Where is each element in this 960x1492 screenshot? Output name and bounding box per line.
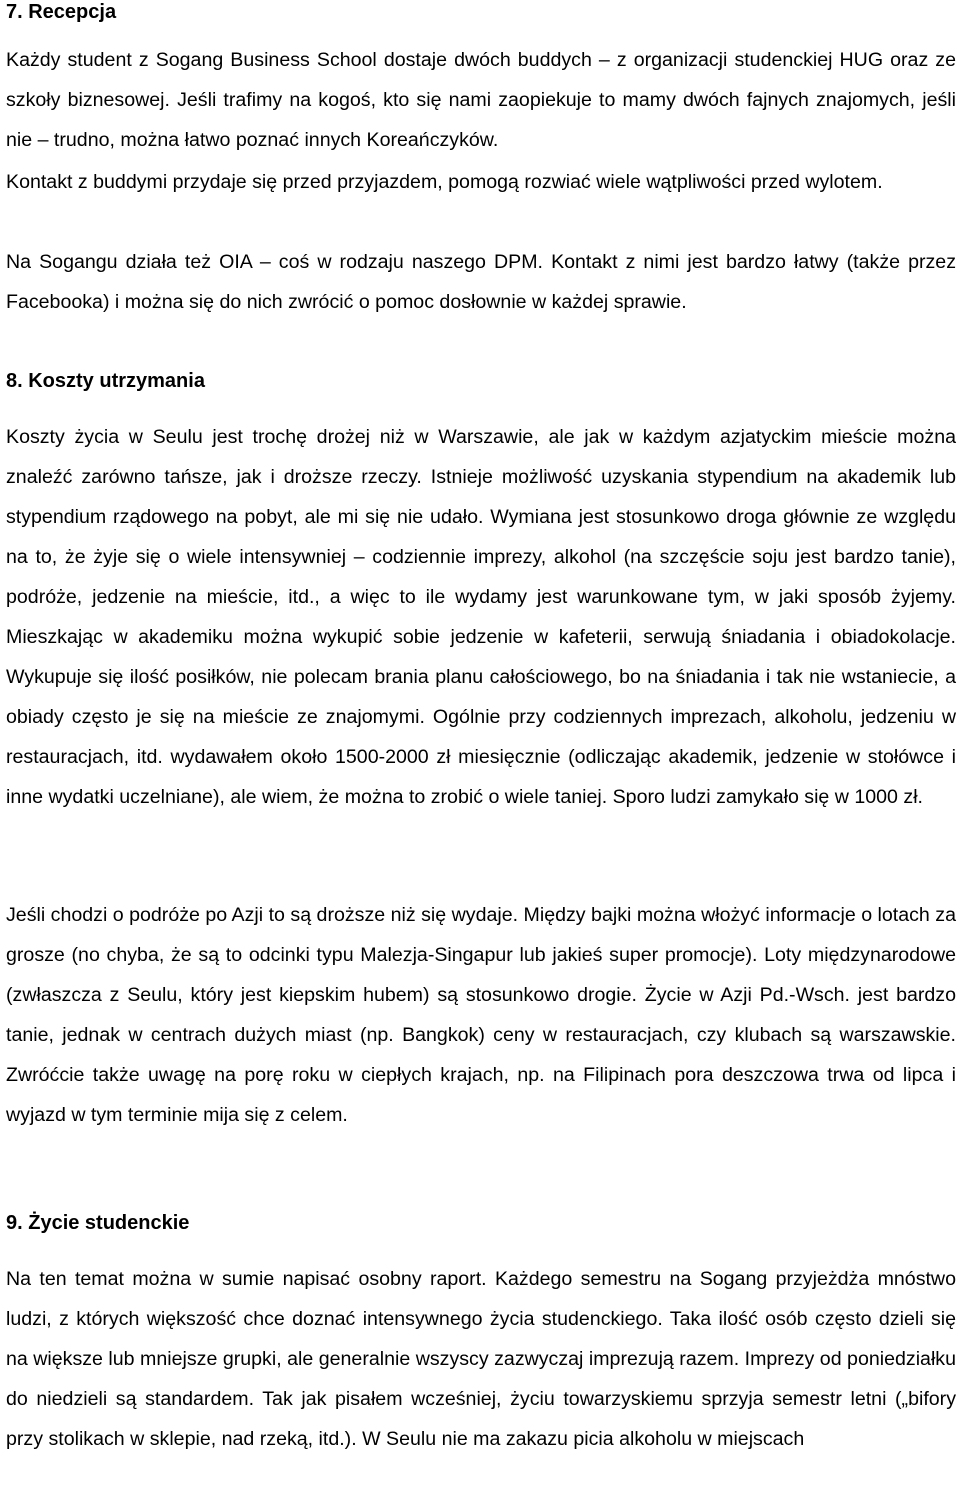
section-heading-zycie: 9. Życie studenckie bbox=[6, 1212, 190, 1234]
paragraph-koszty-travel: Jeśli chodzi o podróże po Azji to są droższe niż się wydaje. Między bajki można włożyć informacje o lotach za grosze (no chyba, że są to odcinki typu Malezja-Singapur lub jakieś super promocje). Loty międzynarodowe (zwłaszcza z Seulu, który jest kiepskim hubem) są stosunkowo drogie. Życie w Azji Pd.-Wsch. jest bardzo tanie, jednak w centrach dużych miast (np. Bangkok) ceny w restauracjach, czy klubach są warszawskie. Zwróćcie także uwagę na porę roku w ciepłych krajach, np. na Filipinach pora deszczowa trwa od lipca i wyjazd w tym terminie mija się z celem. bbox=[6, 904, 956, 1126]
paragraph-recepcja-oia: Na Sogangu działa też OIA – coś w rodzaju naszego DPM. Kontakt z nimi jest bardzo łatwy (także przez Facebooka) i można się do nich zwrócić o pomoc dosłownie w każdej sprawie. bbox=[6, 251, 956, 313]
section-heading-recepcja: 7. Recepcja bbox=[6, 1, 117, 23]
section-heading-koszty: 8. Koszty utrzymania bbox=[6, 370, 205, 392]
paragraph-recepcja-contact: Kontakt z buddymi przydaje się przed przyjazdem, pomogą rozwiać wiele wątpliwości przed wylotem. bbox=[6, 171, 883, 193]
paragraph-koszty-living: Koszty życia w Seulu jest trochę drożej niż w Warszawie, ale jak w każdym azjatyckim mieście można znaleźć zarówno tańsze, jak i droższe rzeczy. Istnieje możliwość uzyskania stypendium na akademik lub stypendium rządowego na pobyt, ale mi się nie udało. Wymiana jest stosunkowo droga głównie ze względu na to, że żyje się o wiele intensywniej – codziennie imprezy, alkohol (na szczęście soju jest bardzo tanie), podróże, jedzenie na mieście, itd., a więc to ile wydamy jest warunkowane tym, w jaki sposób żyjemy. Mieszkając w akademiku można wykupić sobie jedzenie w kafeterii, serwują śniadania i obiadokolacje. Wykupuje się ilość posiłków, nie polecam brania planu całościowego, bo na śniadania i tak nie wstaniecie, a obiady często je się na mieście ze znajomymi. Ogólnie przy codziennych imprezach, alkoholu, jedzeniu w restauracjach, itd. wydawałem około 1500-2000 zł miesięcznie (odliczając akademik, jedzenie w stołówce i inne wydatki uczelniane), ale wiem, że można to zrobić o wiele taniej. Sporo ludzi zamykało się w 1000 zł. bbox=[6, 426, 956, 808]
paragraph-recepcja-buddies: Każdy student z Sogang Business School dostaje dwóch buddych – z organizacji studenckiej HUG oraz ze szkoły biznesowej. Jeśli trafimy na kogoś, kto się nami zaopiekuje to mamy dwóch fajnych znajomych, jeśli nie – trudno, można łatwo poznać innych Koreańczyków. bbox=[6, 49, 956, 151]
paragraph-zycie-studenckie: Na ten temat można w sumie napisać osobny raport. Każdego semestru na Sogang przyjeżdża mnóstwo ludzi, z których większość chce doznać intensywnego życia studenckiego. Taka ilość osób często dzieli się na większe lub mniejsze grupki, ale generalnie wszyscy zazwyczaj imprezują razem. Imprezy od poniedziałku do niedzieli są standardem. Tak jak pisałem wcześniej, życiu towarzyskiemu sprzyja semestr letni („bifory przy stolikach w sklepie, nad rzeką, itd.). W Seulu nie ma zakazu picia alkoholu w miejscach bbox=[6, 1268, 956, 1450]
